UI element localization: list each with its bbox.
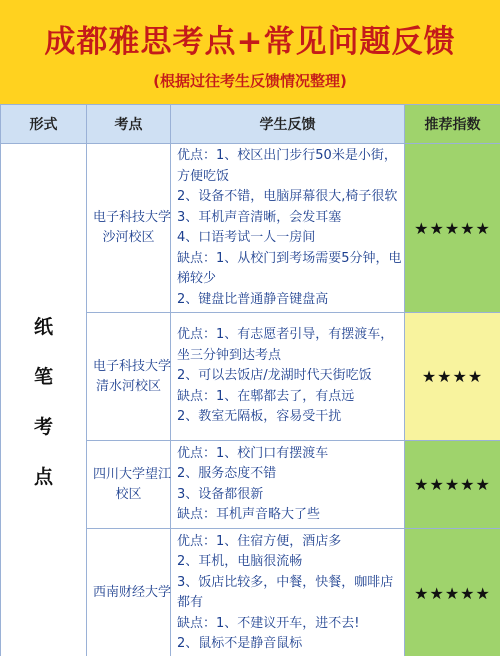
header-feedback: 学生反馈 [171,105,405,144]
table-header-row [1,105,500,144]
rating-stars: ★★★★★ [405,441,500,529]
form-label [1,144,87,656]
rating-stars: ★★★★★ [405,529,500,656]
feedback-table [0,104,500,656]
form-label-char: 考 [33,416,53,438]
header-banner [0,0,500,104]
feedback-text: 优点：1、校区出门步行50米是小街， 方便吃饭 2、设备不错，电脑屏幕很大,椅子很软 3、耳机声音清晰，会发耳塞 4、口语考试一人一房间 缺点：1、从校门到考场需要5分钟，电 梯较少 2、键盘比普通静音键盘高 [171,144,405,313]
table-row [1,144,500,313]
site-name: 西南财经大学 [87,529,171,656]
site-name: 电子科技大学 清水河校区 [87,313,171,441]
site-name: 四川大学望江 校区 [87,441,171,529]
feedback-text: 优点：1、有志愿者引导，有摆渡车， 坐三分钟到达考点 2、可以去饭店/龙湖时代天街吃饭 缺点：1、在郫都去了，有点远 2、教室无隔板，容易受干扰 [171,313,405,441]
header-rating: 推荐指数 [405,105,500,144]
form-label-char: 纸 [33,316,53,338]
header-site: 考点 [87,105,171,144]
page-title: 成都雅思考点+常见问题反馈 [44,24,456,60]
form-label-char: 点 [33,466,53,488]
header-form: 形式 [1,105,87,144]
page-subtitle: (根据过往考生反馈情况整理) [153,72,347,90]
rating-stars: ★★★★ [405,313,500,441]
rating-stars: ★★★★★ [405,144,500,313]
feedback-text: 优点：1、住宿方便，酒店多 2、耳机，电脑很流畅 3、饭店比较多，中餐，快餐，咖啡店 都有 缺点：1、不建议开车，进不去! 2、鼠标不是静音鼠标 [171,529,405,656]
form-label-char: 笔 [33,366,53,388]
feedback-text: 优点：1、校门口有摆渡车 2、服务态度不错 3、设备都很新 缺点：耳机声音略大了些 [171,441,405,529]
site-name: 电子科技大学 沙河校区 [87,144,171,313]
